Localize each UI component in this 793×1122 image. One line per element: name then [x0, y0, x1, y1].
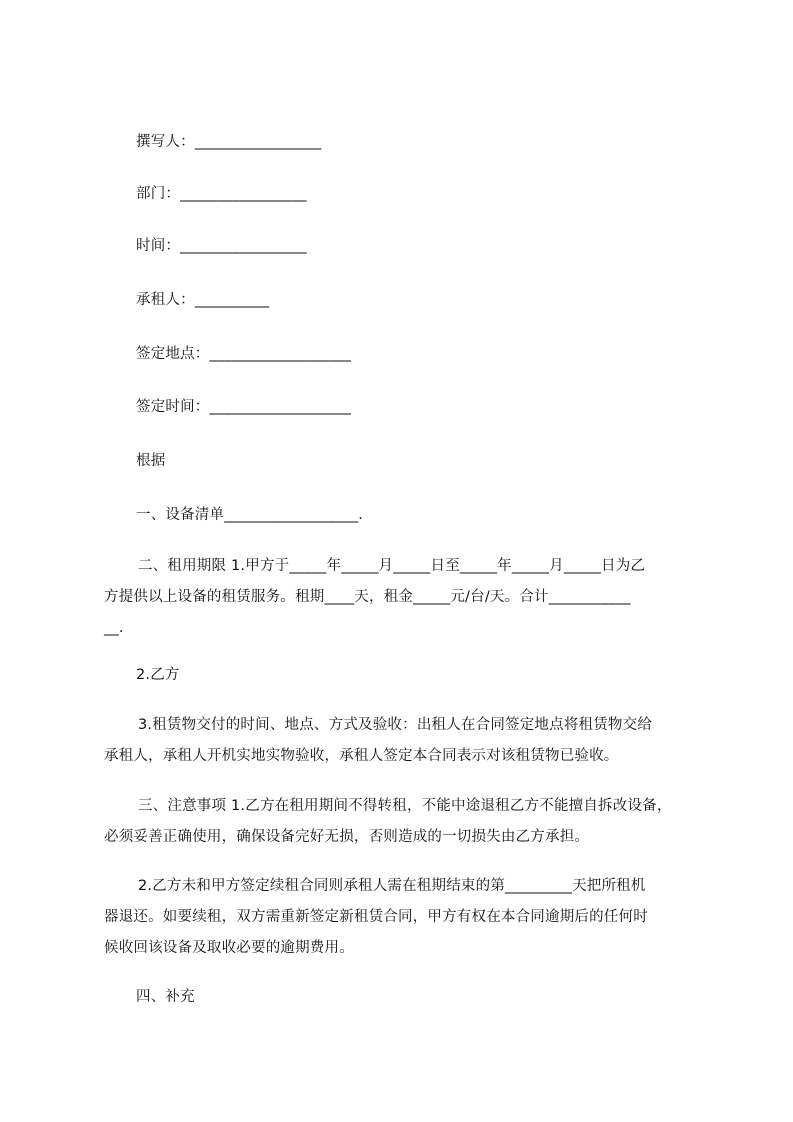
delivery-line-2: 承租人，承租人开机实地实物验收，承租人签定本合同表示对该租赁物已验收。: [104, 748, 619, 764]
section-lease-term: [104, 551, 674, 644]
item-party-b: 2.乙方: [136, 667, 180, 683]
notes-line-2: 必须妥善正确使用，确保设备完好无损，否则造成的一切损失由乙方承担。: [104, 829, 590, 845]
lessee-field: 承租人：__________: [136, 292, 270, 308]
item-renewal: [104, 871, 674, 964]
lease-term-line-2: 方提供以上设备的租赁服务。租期____天，租金_____元/台/天。合计___________: [104, 589, 631, 605]
delivery-line-1: 3.租赁物交付的时间、地点、方式及验收：出租人在合同签定地点将租赁物交给: [138, 717, 653, 733]
basis-text: 根据: [136, 453, 166, 469]
lease-term-line-1: 二、租用期限 1.甲方于_____年_____月_____日至_____年_____月_____日为乙: [138, 558, 646, 574]
lease-term-line-3: __.: [104, 620, 124, 636]
department-field: 部门：_________________: [136, 186, 307, 202]
section-equipment-list: 一、设备清单__________________.: [136, 507, 364, 523]
item-delivery: [104, 710, 674, 772]
renewal-line-1: 2.乙方未和甲方签定续租合同则承租人需在租期结束的第_________天把所租机: [138, 878, 646, 894]
section-notes: [104, 791, 674, 853]
renewal-line-2: 器退还。如要续租，双方需重新签定新租赁合同，甲方有权在本合同逾期后的任何时: [104, 909, 648, 925]
section-supplement: 四、补充: [136, 989, 195, 1005]
sign-place-field: 签定地点：___________________: [136, 346, 352, 362]
sign-time-field: 签定时间：___________________: [136, 399, 352, 415]
notes-line-1: 三、注意事项 1.乙方在租用期间不得转租，不能中途退租乙方不能擅自拆改设备，: [138, 798, 672, 814]
time-field: 时间：_________________: [136, 238, 307, 254]
renewal-line-3: 候收回该设备及取收必要的逾期费用。: [104, 940, 354, 956]
author-field: 撰写人：_________________: [136, 134, 322, 150]
